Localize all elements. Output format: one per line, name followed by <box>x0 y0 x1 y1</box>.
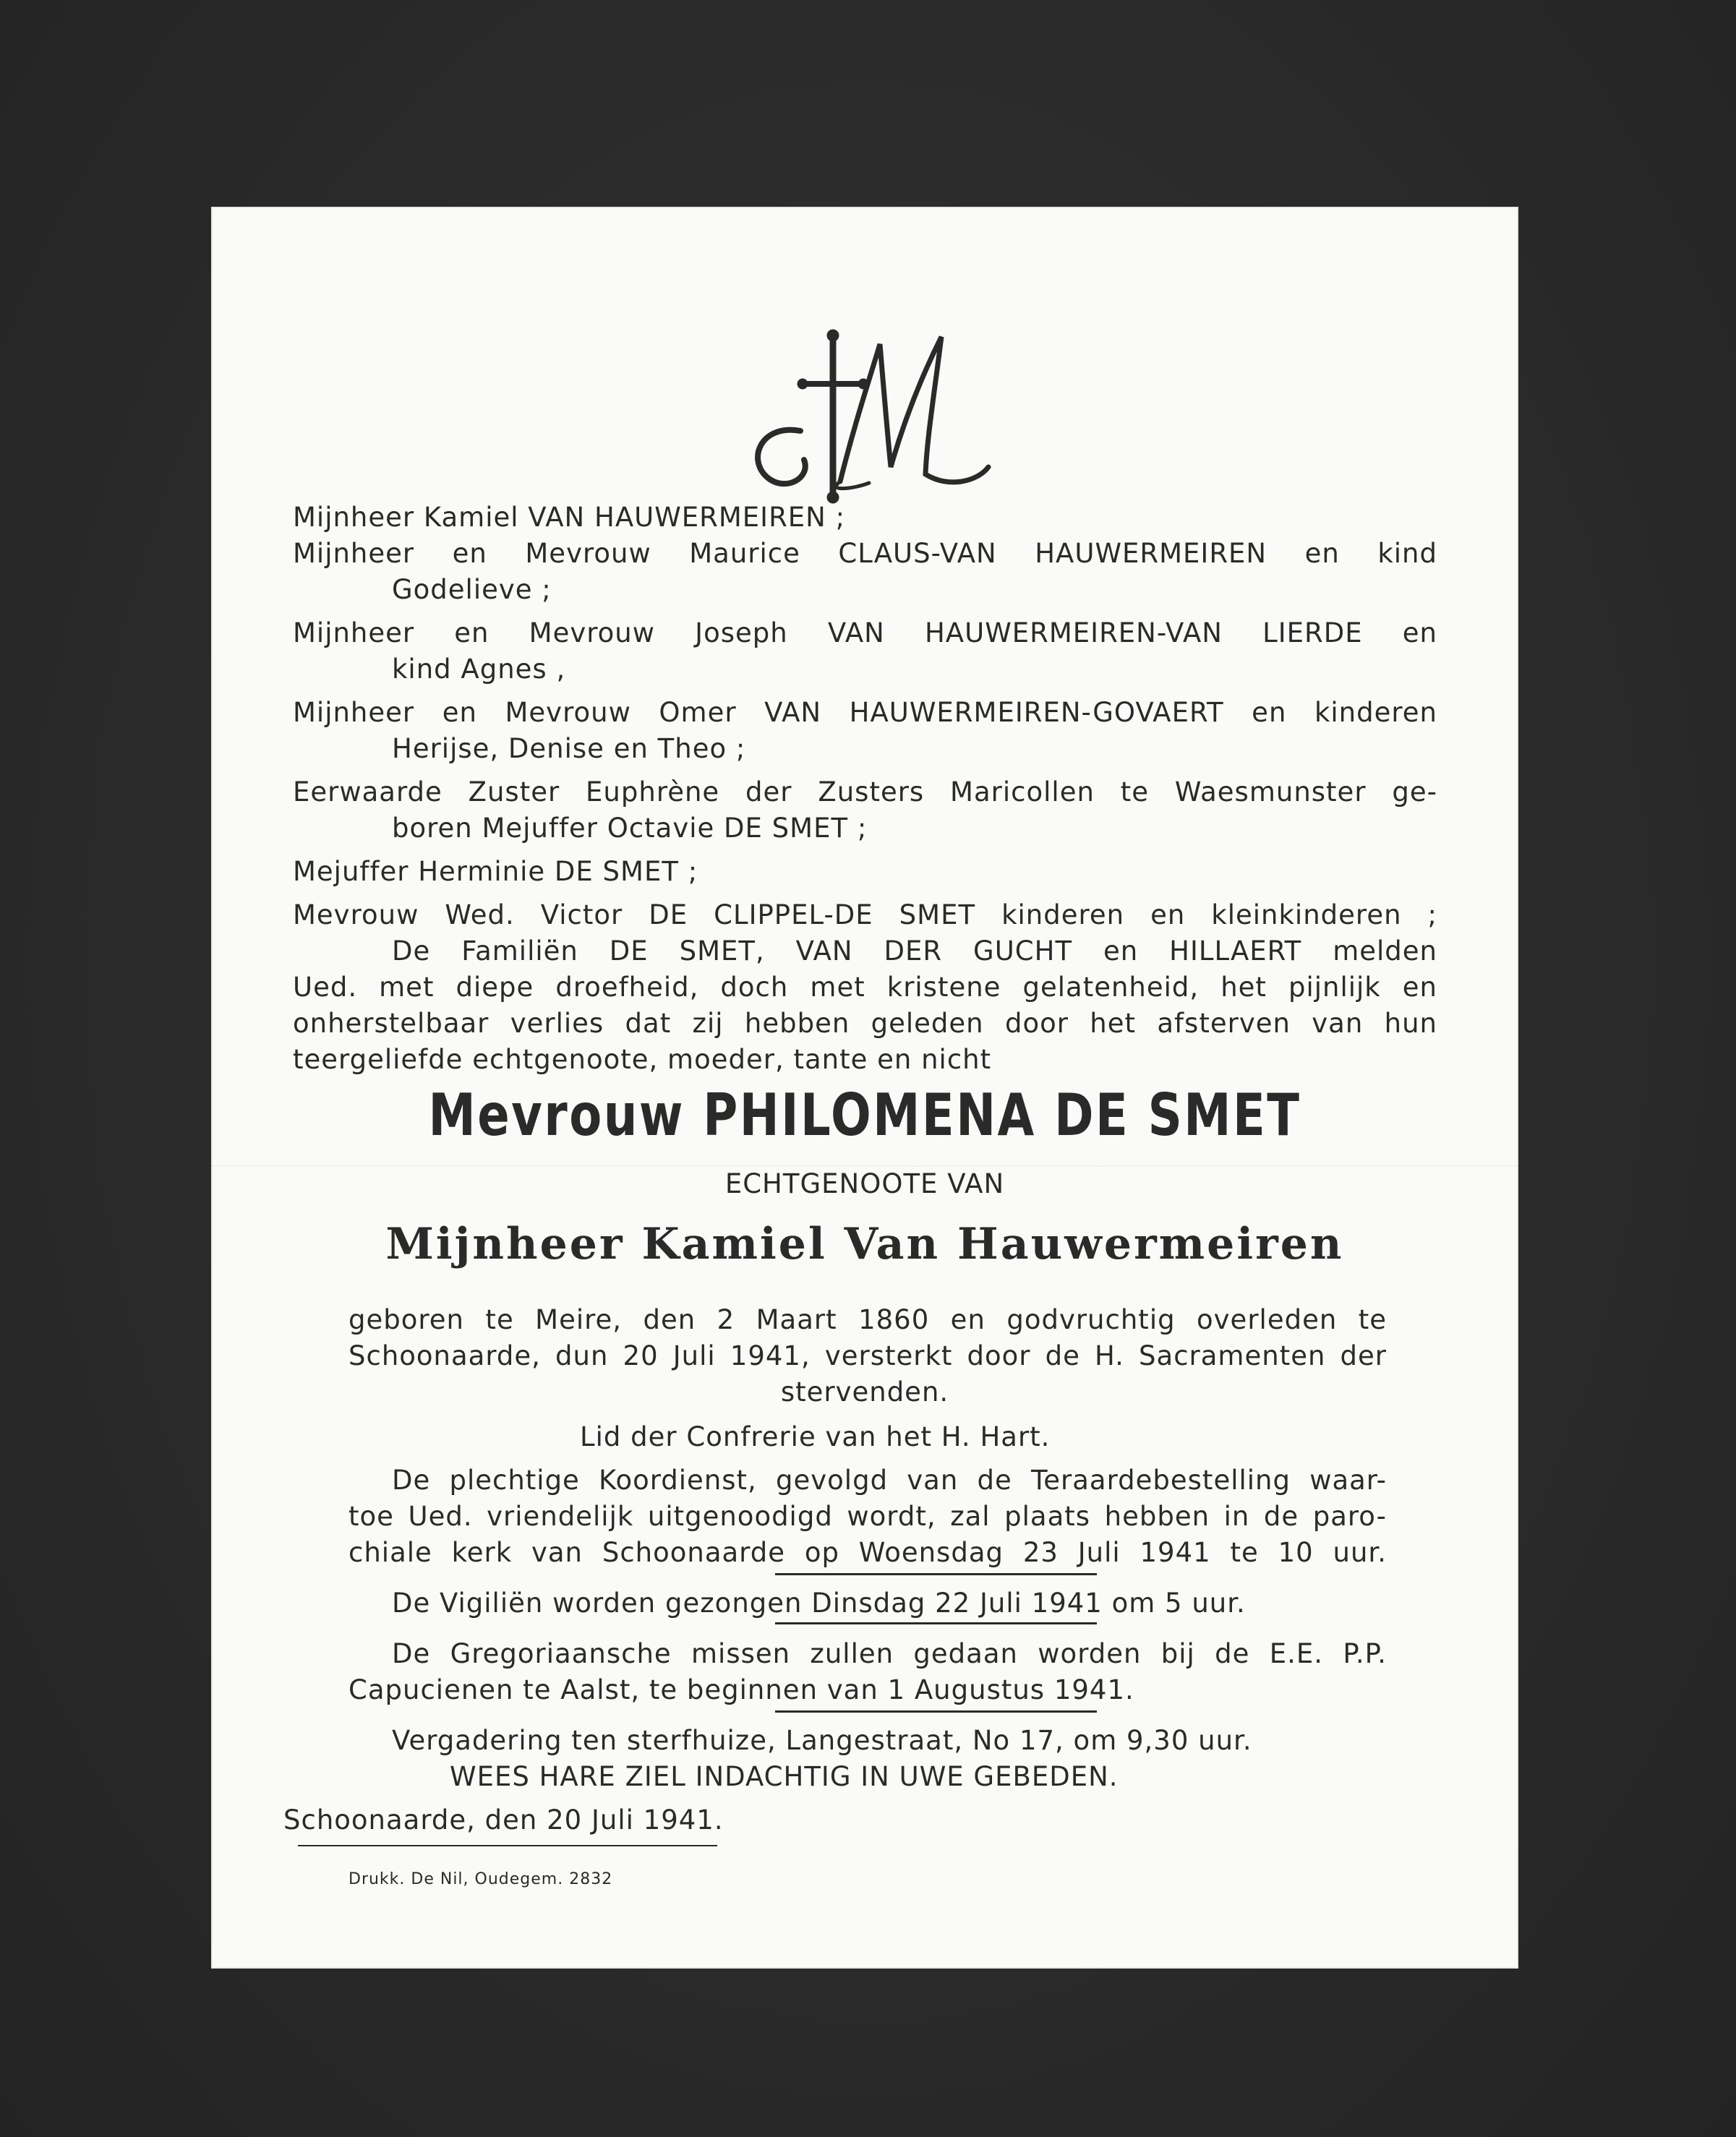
family-line-10: Mejuffer Herminie DE SMET ; <box>293 856 698 887</box>
memorial-card <box>211 207 1518 1969</box>
birth-death-line-2: Schoonaarde, dun 20 Juli 1941, versterkt door de H. Sacramenten der <box>349 1340 1387 1371</box>
family-line-12: De Familiën DE SMET, VAN DER GUCHT en HILLAERT melden <box>392 935 1437 967</box>
underline-mass-date <box>775 1710 1097 1713</box>
fold-crease <box>211 1165 1518 1168</box>
printer-credit: Drukk. De Nil, Oudegem. 2832 <box>349 1870 613 1888</box>
masses-line-1: De Gregoriaansche missen zullen gedaan worden bij de E.E. P.P. <box>392 1638 1387 1669</box>
family-line-11: Mevrouw Wed. Victor DE CLIPPEL-DE SMET kinderen en kleinkinderen ; <box>293 899 1437 930</box>
service-line-3: chiale kerk van Schoonaarde op Woensdag 23 Juli 1941 te 10 uur. <box>349 1537 1387 1568</box>
service-line-2: toe Ued. vriendelijk uitgenoodigd wordt, zal plaats hebben in de paro- <box>349 1501 1387 1532</box>
place-date: Schoonaarde, den 20 Juli 1941. <box>283 1804 724 1836</box>
family-line-5: kind Agnes , <box>392 654 566 685</box>
gathering: Vergadering ten sterfhuize, Langestraat, No 17, om 9,30 uur. <box>392 1725 1252 1756</box>
family-line-6: Mijnheer en Mevrouw Omer VAN HAUWERMEIREN-GOVAERT en kinderen <box>293 697 1437 728</box>
masses-line-2: Capucienen te Aalst, te beginnen van 1 Augustus 1941. <box>349 1674 1134 1705</box>
family-line-4: Mijnheer en Mevrouw Joseph VAN HAUWERMEIREN-VAN LIERDE en <box>293 617 1437 648</box>
family-line-15: teergeliefde echtgenoote, moeder, tante en nicht <box>293 1044 992 1075</box>
vigils: De Vigiliën worden gezongen Dinsdag 22 Juli 1941 om 5 uur. <box>392 1588 1246 1619</box>
family-line-2: Mijnheer en Mevrouw Maurice CLAUS-VAN HAUWERMEIREN en kind <box>293 538 1437 569</box>
family-line-14: onherstelbaar verlies dat zij hebben geleden door het afsterven van hun <box>293 1008 1437 1039</box>
family-line-8: Eerwaarde Zuster Euphrène der Zusters Maricollen te Waesmunster ge- <box>293 776 1437 808</box>
prayer-request: WEES HARE ZIEL INDACHTIG IN UWE GEBEDEN. <box>450 1761 1119 1792</box>
family-line-1: Mijnheer Kamiel VAN HAUWERMEIREN ; <box>293 502 846 533</box>
signature-rule <box>298 1845 717 1846</box>
deceased-name: Mevrouw PHILOMENA DE SMET <box>428 1082 1301 1149</box>
spouse-name: Mijnheer Kamiel Van Hauwermeiren <box>385 1219 1344 1269</box>
underline-vigil-date <box>775 1622 1097 1624</box>
family-line-3: Godelieve ; <box>392 574 552 605</box>
birth-death-line-1: geboren te Meire, den 2 Maart 1860 en godvruchtig overleden te <box>349 1304 1387 1335</box>
family-line-13: Ued. met diepe droefheid, doch met kristene gelatenheid, het pijnlijk en <box>293 972 1437 1003</box>
family-line-9: boren Mejuffer Octavie DE SMET ; <box>392 813 868 844</box>
birth-death-line-3: stervenden. <box>780 1376 949 1408</box>
service-line-1: De plechtige Koordienst, gevolgd van de Teraardebestelling waar- <box>392 1465 1387 1496</box>
underline-funeral-date <box>775 1573 1097 1575</box>
confraternity: Lid der Confrerie van het H. Hart. <box>580 1421 1051 1452</box>
family-line-7: Herijse, Denise en Theo ; <box>392 733 746 764</box>
spouse-intro: ECHTGENOOTE VAN <box>724 1168 1005 1199</box>
cross-monogram-icon <box>732 315 1006 532</box>
